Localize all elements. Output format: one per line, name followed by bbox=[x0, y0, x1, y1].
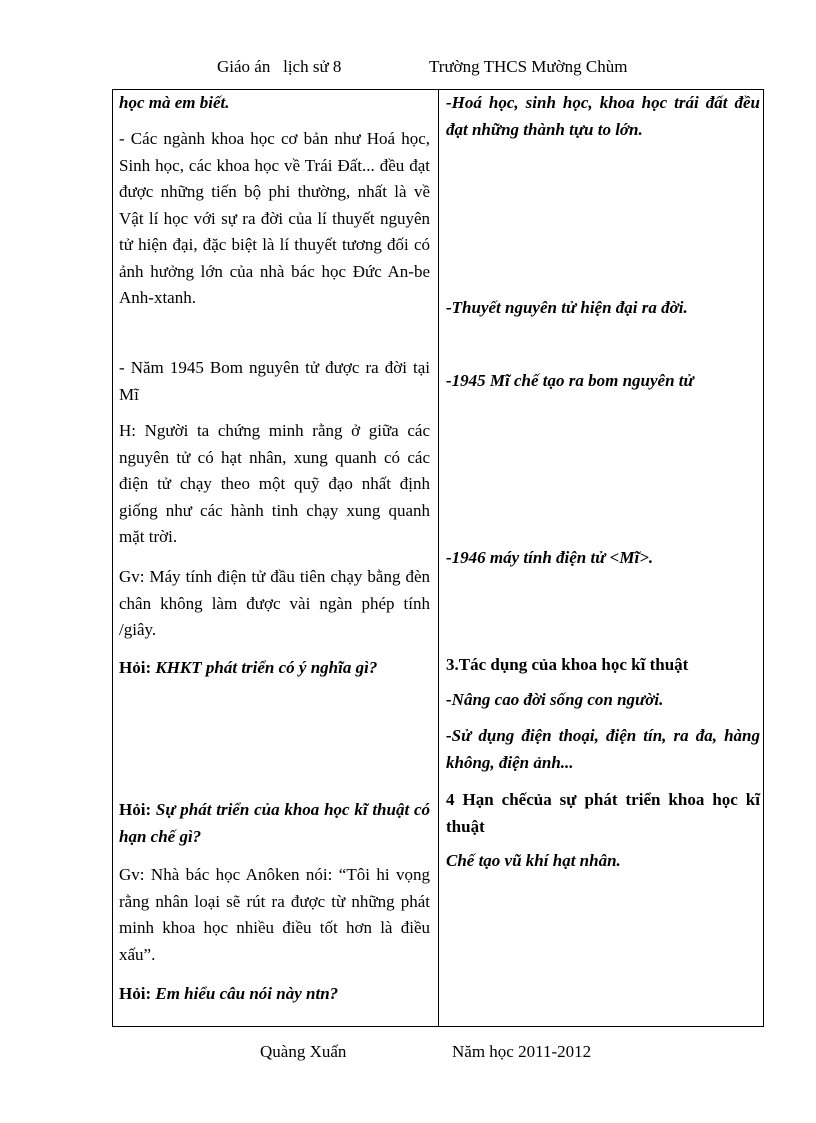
left-q1 bbox=[119, 655, 430, 682]
left-p4: H: Người ta chứng minh rằng ở giữa các nguyên tử có hạt nhân, xung quanh có các điện tử chạy theo một quỹ đạo nhất định giống như các hành tinh chạy xung quanh mặt trời. bbox=[119, 421, 430, 546]
right-r7: -Sử dụng điện thoại, điện tín, ra đa, hàng không, điện ảnh... bbox=[446, 726, 760, 772]
left-p1: học mà em biết. bbox=[119, 93, 230, 112]
header-left: Giáo án lịch sử 8 bbox=[217, 57, 342, 76]
right-r2: -Thuyết nguyên tử hiện đại ra đời. bbox=[446, 298, 688, 317]
right-r4: -1946 máy tính điện tử <Mĩ>. bbox=[446, 548, 654, 567]
left-p6: Gv: Nhà bác học Anôken nói: “Tôi hi vọng rằng nhân loại sẽ rút ra được từ những phát minh khoa học nhiều điều tốt hơn là điều xấu”. bbox=[119, 865, 430, 964]
lesson-table bbox=[112, 89, 764, 1027]
left-q3 bbox=[119, 981, 430, 1008]
q2-prefix: Hỏi: bbox=[119, 800, 156, 819]
left-p5: Gv: Máy tính điện tử đầu tiên chạy bằng đèn chân không làm được vài ngàn phép tính /giây. bbox=[119, 567, 430, 639]
right-r5-heading: 3.Tác dụng của khoa học kĩ thuật bbox=[446, 655, 689, 674]
right-r8-heading: 4 Hạn chếcủa sự phát triển khoa học kĩ thuật bbox=[446, 790, 760, 836]
left-p3: - Năm 1945 Bom nguyên tử được ra đời tại Mĩ bbox=[119, 358, 430, 404]
footer-right: Năm học 2011-2012 bbox=[452, 1042, 592, 1061]
right-r9: Chế tạo vũ khí hạt nhân. bbox=[446, 851, 621, 870]
footer-left: Quàng Xuấn bbox=[260, 1042, 347, 1061]
q2-text: Sự phát triển của khoa học kĩ thuật có hạn chế gì? bbox=[119, 800, 431, 846]
header-right: Trường THCS Mường Chùm bbox=[429, 57, 628, 76]
q1-prefix: Hỏi: bbox=[119, 658, 156, 677]
left-q2 bbox=[119, 797, 430, 850]
column-divider bbox=[438, 90, 439, 1026]
right-r6: -Nâng cao đời sống con người. bbox=[446, 690, 664, 709]
q1-text: KHKT phát triển có ý nghĩa gì? bbox=[155, 658, 378, 677]
q3-text: Em hiểu câu nói này ntn? bbox=[155, 984, 339, 1003]
q3-prefix: Hỏi: bbox=[119, 984, 156, 1003]
right-r3: -1945 Mĩ chế tạo ra bom nguyên tử bbox=[446, 371, 694, 390]
left-p2: - Các ngành khoa học cơ bản như Hoá học, Sinh học, các khoa học về Trái Đất... đều đạt được những tiến bộ phi thường, nhất là về Vật lí học với sự ra đời của lí thuyết nguyên tử hiện đại, đặc biệt là lí thuyết tương đối có ảnh hưởng lớn của nhà bác học Đức An-be Anh-xtanh. bbox=[119, 129, 430, 307]
right-r1: -Hoá học, sinh học, khoa học trái đất đều đạt những thành tựu to lớn. bbox=[446, 93, 760, 139]
